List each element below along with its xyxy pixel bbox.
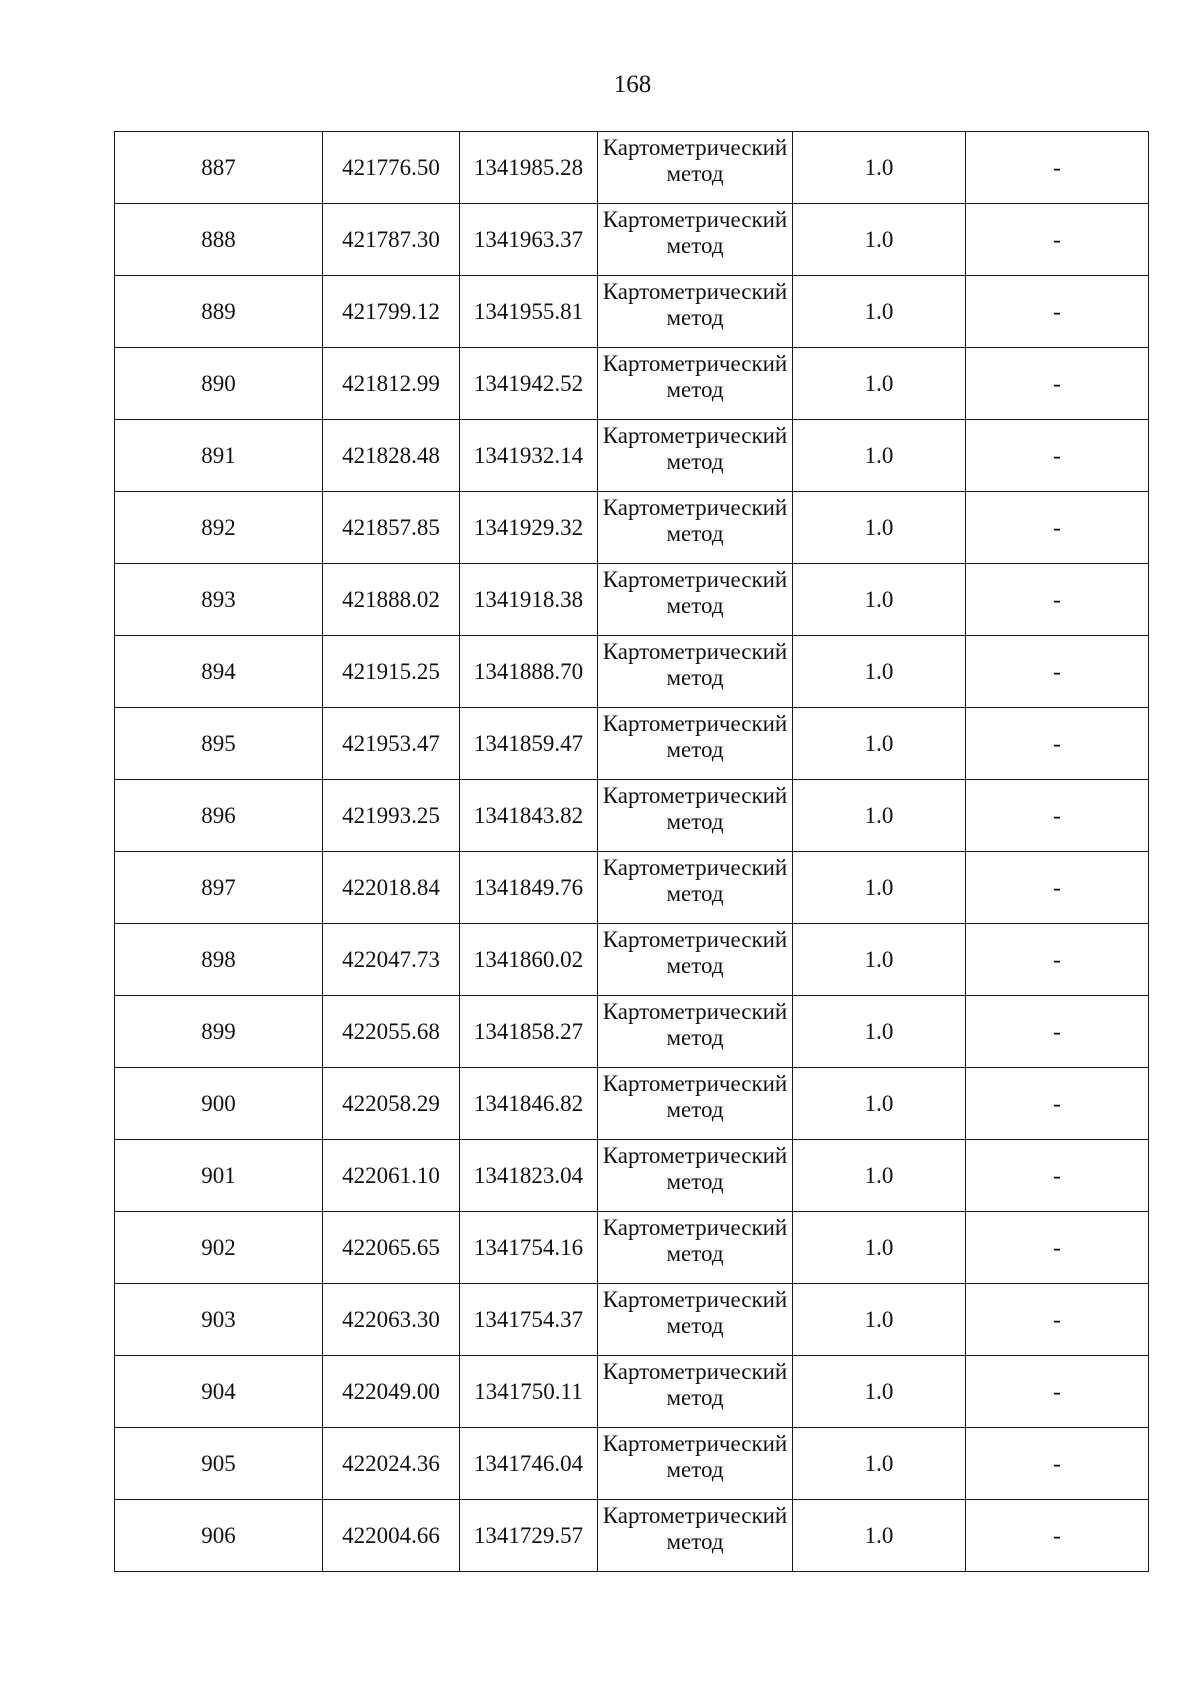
method-cell	[598, 1068, 793, 1140]
y-coordinate-cell: 1341746.04	[460, 1428, 598, 1500]
description-cell: -	[966, 1284, 1149, 1356]
x-coordinate-cell: 421828.48	[323, 420, 460, 492]
point-number-cell: 901	[115, 1140, 323, 1212]
description-cell: -	[966, 492, 1149, 564]
coordinates-table-body	[115, 132, 1149, 1572]
description-cell: -	[966, 132, 1149, 204]
method-line-1: Картометрический	[602, 927, 788, 952]
accuracy-cell: 1.0	[793, 1428, 966, 1500]
method-cell	[598, 852, 793, 924]
method-line-2: метод	[666, 1457, 724, 1482]
method-line-1: Картометрический	[602, 135, 788, 160]
description-cell: -	[966, 708, 1149, 780]
table-row	[115, 780, 1149, 852]
method-line-2: метод	[666, 1169, 724, 1194]
method-cell	[598, 780, 793, 852]
point-number-cell: 898	[115, 924, 323, 996]
description-cell: -	[966, 276, 1149, 348]
method-cell	[598, 204, 793, 276]
table-row	[115, 852, 1149, 924]
method-cell	[598, 1428, 793, 1500]
description-cell: -	[966, 420, 1149, 492]
table-row	[115, 420, 1149, 492]
accuracy-cell: 1.0	[793, 708, 966, 780]
x-coordinate-cell: 421888.02	[323, 564, 460, 636]
method-cell	[598, 1500, 793, 1572]
method-line-2: метод	[666, 1313, 724, 1338]
x-coordinate-cell: 422061.10	[323, 1140, 460, 1212]
table-row	[115, 1212, 1149, 1284]
point-number-cell: 890	[115, 348, 323, 420]
description-cell: -	[966, 636, 1149, 708]
x-coordinate-cell: 422047.73	[323, 924, 460, 996]
table-row	[115, 1356, 1149, 1428]
description-cell: -	[966, 1356, 1149, 1428]
y-coordinate-cell: 1341754.16	[460, 1212, 598, 1284]
description-cell: -	[966, 564, 1149, 636]
method-line-2: метод	[666, 449, 724, 474]
coordinates-table	[114, 131, 1149, 1572]
accuracy-cell: 1.0	[793, 780, 966, 852]
method-cell	[598, 492, 793, 564]
y-coordinate-cell: 1341985.28	[460, 132, 598, 204]
method-line-1: Картометрический	[602, 279, 788, 304]
accuracy-cell: 1.0	[793, 636, 966, 708]
method-cell	[598, 420, 793, 492]
method-line-1: Картометрический	[602, 999, 788, 1024]
accuracy-cell: 1.0	[793, 1500, 966, 1572]
accuracy-cell: 1.0	[793, 996, 966, 1068]
y-coordinate-cell: 1341843.82	[460, 780, 598, 852]
table-row	[115, 204, 1149, 276]
x-coordinate-cell: 421915.25	[323, 636, 460, 708]
method-line-2: метод	[666, 737, 724, 762]
method-cell	[598, 1212, 793, 1284]
y-coordinate-cell: 1341849.76	[460, 852, 598, 924]
x-coordinate-cell: 421993.25	[323, 780, 460, 852]
x-coordinate-cell: 422065.65	[323, 1212, 460, 1284]
y-coordinate-cell: 1341754.37	[460, 1284, 598, 1356]
description-cell: -	[966, 780, 1149, 852]
method-line-2: метод	[666, 593, 724, 618]
y-coordinate-cell: 1341858.27	[460, 996, 598, 1068]
point-number-cell: 892	[115, 492, 323, 564]
method-cell	[598, 924, 793, 996]
description-cell: -	[966, 348, 1149, 420]
method-line-2: метод	[666, 1097, 724, 1122]
method-line-1: Картометрический	[602, 1143, 788, 1168]
table-row	[115, 132, 1149, 204]
x-coordinate-cell: 422055.68	[323, 996, 460, 1068]
method-line-2: метод	[666, 1529, 724, 1554]
method-line-1: Картометрический	[602, 1071, 788, 1096]
y-coordinate-cell: 1341963.37	[460, 204, 598, 276]
y-coordinate-cell: 1341932.14	[460, 420, 598, 492]
point-number-cell: 904	[115, 1356, 323, 1428]
method-line-2: метод	[666, 1025, 724, 1050]
x-coordinate-cell: 421776.50	[323, 132, 460, 204]
x-coordinate-cell: 421857.85	[323, 492, 460, 564]
method-line-1: Картометрический	[602, 1503, 788, 1528]
method-line-1: Картометрический	[602, 207, 788, 232]
description-cell: -	[966, 1500, 1149, 1572]
y-coordinate-cell: 1341942.52	[460, 348, 598, 420]
method-cell	[598, 348, 793, 420]
accuracy-cell: 1.0	[793, 924, 966, 996]
accuracy-cell: 1.0	[793, 564, 966, 636]
y-coordinate-cell: 1341918.38	[460, 564, 598, 636]
method-line-1: Картометрический	[602, 855, 788, 880]
accuracy-cell: 1.0	[793, 348, 966, 420]
x-coordinate-cell: 421787.30	[323, 204, 460, 276]
method-line-2: метод	[666, 1385, 724, 1410]
point-number-cell: 893	[115, 564, 323, 636]
x-coordinate-cell: 421812.99	[323, 348, 460, 420]
method-line-1: Картометрический	[602, 351, 788, 376]
accuracy-cell: 1.0	[793, 420, 966, 492]
method-cell	[598, 564, 793, 636]
x-coordinate-cell: 421799.12	[323, 276, 460, 348]
table-row	[115, 1500, 1149, 1572]
table-row	[115, 1428, 1149, 1500]
method-line-2: метод	[666, 305, 724, 330]
method-cell	[598, 276, 793, 348]
point-number-cell: 903	[115, 1284, 323, 1356]
table-row	[115, 1140, 1149, 1212]
description-cell: -	[966, 1068, 1149, 1140]
x-coordinate-cell: 421953.47	[323, 708, 460, 780]
point-number-cell: 906	[115, 1500, 323, 1572]
table-row	[115, 348, 1149, 420]
method-line-2: метод	[666, 809, 724, 834]
table-row	[115, 996, 1149, 1068]
x-coordinate-cell: 422024.36	[323, 1428, 460, 1500]
method-line-2: метод	[666, 1241, 724, 1266]
method-cell	[598, 1140, 793, 1212]
accuracy-cell: 1.0	[793, 492, 966, 564]
method-line-2: метод	[666, 233, 724, 258]
point-number-cell: 897	[115, 852, 323, 924]
description-cell: -	[966, 1428, 1149, 1500]
accuracy-cell: 1.0	[793, 1284, 966, 1356]
accuracy-cell: 1.0	[793, 204, 966, 276]
table-row	[115, 1068, 1149, 1140]
table-row	[115, 564, 1149, 636]
table-row	[115, 708, 1149, 780]
point-number-cell: 894	[115, 636, 323, 708]
method-cell	[598, 996, 793, 1068]
y-coordinate-cell: 1341955.81	[460, 276, 598, 348]
method-line-2: метод	[666, 521, 724, 546]
point-number-cell: 900	[115, 1068, 323, 1140]
table-row	[115, 636, 1149, 708]
y-coordinate-cell: 1341823.04	[460, 1140, 598, 1212]
y-coordinate-cell: 1341888.70	[460, 636, 598, 708]
table-row	[115, 276, 1149, 348]
method-cell	[598, 708, 793, 780]
description-cell: -	[966, 1140, 1149, 1212]
description-cell: -	[966, 996, 1149, 1068]
accuracy-cell: 1.0	[793, 852, 966, 924]
description-cell: -	[966, 1212, 1149, 1284]
x-coordinate-cell: 422049.00	[323, 1356, 460, 1428]
y-coordinate-cell: 1341846.82	[460, 1068, 598, 1140]
x-coordinate-cell: 422018.84	[323, 852, 460, 924]
x-coordinate-cell: 422058.29	[323, 1068, 460, 1140]
y-coordinate-cell: 1341750.11	[460, 1356, 598, 1428]
method-line-2: метод	[666, 377, 724, 402]
accuracy-cell: 1.0	[793, 1068, 966, 1140]
point-number-cell: 899	[115, 996, 323, 1068]
point-number-cell: 905	[115, 1428, 323, 1500]
method-line-2: метод	[666, 953, 724, 978]
method-cell	[598, 636, 793, 708]
method-line-1: Картометрический	[602, 1287, 788, 1312]
description-cell: -	[966, 924, 1149, 996]
y-coordinate-cell: 1341859.47	[460, 708, 598, 780]
point-number-cell: 902	[115, 1212, 323, 1284]
table-row	[115, 1284, 1149, 1356]
point-number-cell: 891	[115, 420, 323, 492]
method-line-1: Картометрический	[602, 1431, 788, 1456]
method-line-1: Картометрический	[602, 567, 788, 592]
description-cell: -	[966, 204, 1149, 276]
accuracy-cell: 1.0	[793, 1212, 966, 1284]
method-cell	[598, 1284, 793, 1356]
table-row	[115, 492, 1149, 564]
y-coordinate-cell: 1341860.02	[460, 924, 598, 996]
y-coordinate-cell: 1341929.32	[460, 492, 598, 564]
method-line-1: Картометрический	[602, 1215, 788, 1240]
method-line-1: Картометрический	[602, 1359, 788, 1384]
description-cell: -	[966, 852, 1149, 924]
accuracy-cell: 1.0	[793, 1356, 966, 1428]
x-coordinate-cell: 422063.30	[323, 1284, 460, 1356]
method-line-1: Картометрический	[602, 639, 788, 664]
point-number-cell: 888	[115, 204, 323, 276]
method-line-1: Картометрический	[602, 495, 788, 520]
method-line-2: метод	[666, 665, 724, 690]
accuracy-cell: 1.0	[793, 132, 966, 204]
accuracy-cell: 1.0	[793, 276, 966, 348]
point-number-cell: 896	[115, 780, 323, 852]
point-number-cell: 889	[115, 276, 323, 348]
x-coordinate-cell: 422004.66	[323, 1500, 460, 1572]
method-line-1: Картометрический	[602, 783, 788, 808]
method-line-2: метод	[666, 881, 724, 906]
table-row	[115, 924, 1149, 996]
y-coordinate-cell: 1341729.57	[460, 1500, 598, 1572]
method-line-1: Картометрический	[602, 711, 788, 736]
point-number-cell: 887	[115, 132, 323, 204]
accuracy-cell: 1.0	[793, 1140, 966, 1212]
page-number: 168	[613, 71, 652, 98]
method-cell	[598, 1356, 793, 1428]
method-cell	[598, 132, 793, 204]
point-number-cell: 895	[115, 708, 323, 780]
method-line-2: метод	[666, 161, 724, 186]
method-line-1: Картометрический	[602, 423, 788, 448]
